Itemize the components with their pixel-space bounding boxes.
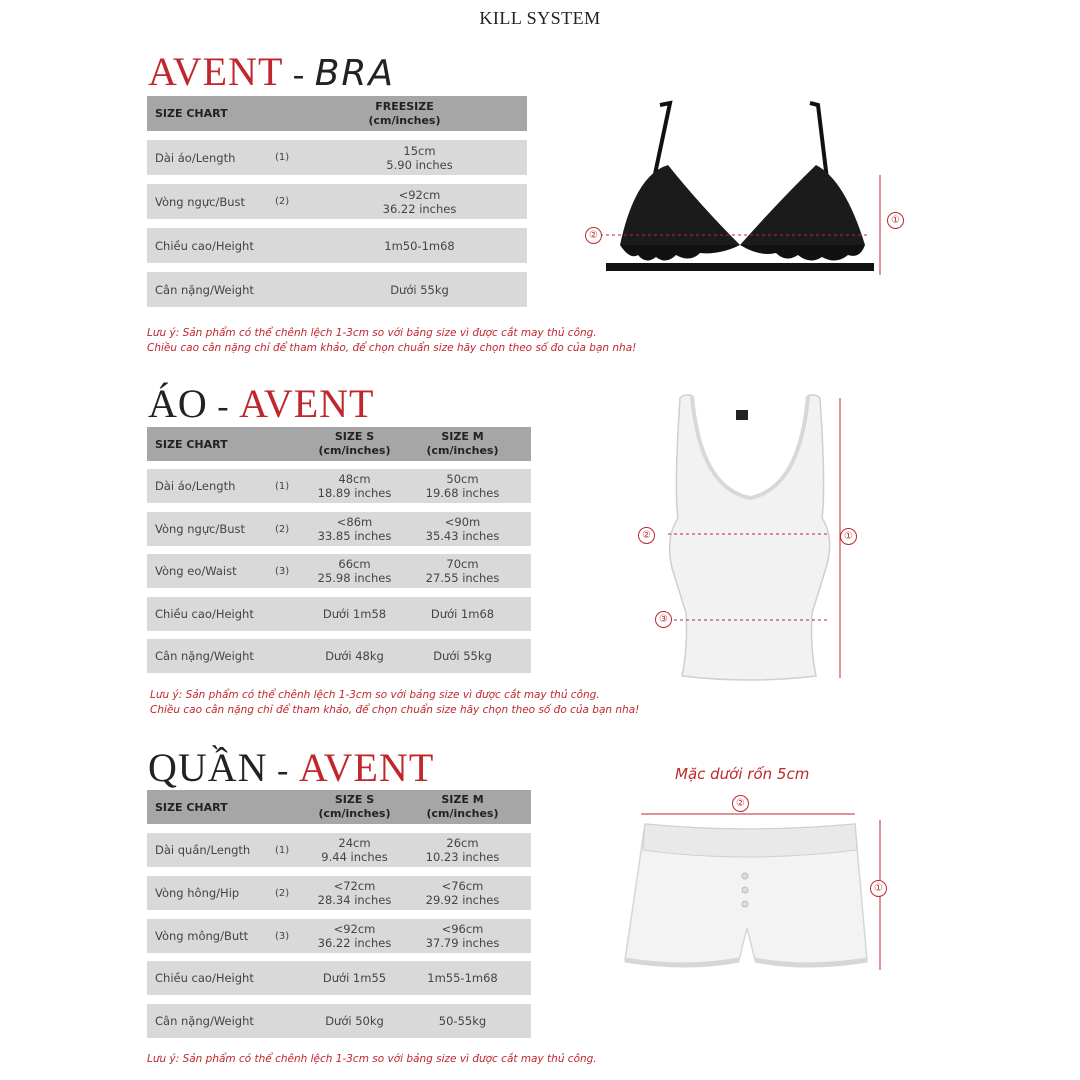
measure-marker-2: ② <box>638 527 655 544</box>
row-number: (1) <box>275 844 290 856</box>
row-value: 1m50-1m68 <box>384 238 455 253</box>
table-row <box>147 140 527 175</box>
row-value-s: Dưới 50kg <box>325 1014 384 1028</box>
row-value-m: 26cm 10.23 inches <box>425 836 500 864</box>
row-label: Chiều cao/Height <box>155 238 254 253</box>
table-row <box>147 961 531 995</box>
ao-title-sep: - <box>207 388 240 425</box>
row-label: Cân nặng/Weight <box>155 282 254 297</box>
row-value: 15cm 5.90 inches <box>386 143 453 172</box>
table-row <box>147 833 531 867</box>
table-row <box>147 272 527 307</box>
row-value-s: <86m 33.85 inches <box>317 515 392 543</box>
quan-title-sep: - <box>267 752 299 789</box>
table-row <box>147 639 531 673</box>
row-number: (1) <box>275 152 290 163</box>
tank-top-product-image <box>640 388 860 688</box>
row-value-s: 48cm 18.89 inches <box>317 472 392 500</box>
table-row <box>147 1004 531 1038</box>
row-value-m: 50cm 19.68 inches <box>425 472 500 500</box>
row-number: (2) <box>275 196 290 207</box>
row-value-m: Dưới 1m68 <box>430 607 495 621</box>
row-number: (2) <box>275 887 290 899</box>
table-row <box>147 184 527 219</box>
row-value: Dưới 55kg <box>390 282 449 297</box>
row-label: Cân nặng/Weight <box>155 1014 254 1028</box>
row-number: (2) <box>275 523 290 535</box>
bra-title-red: AVENT <box>148 49 284 94</box>
ao-title-red: AVENT <box>239 381 375 426</box>
row-value-s: Dưới 48kg <box>325 649 384 663</box>
row-label: Chiều cao/Height <box>155 607 254 621</box>
row-label: Dài áo/Length <box>155 150 236 165</box>
measure-marker-1: ① <box>840 528 857 545</box>
bra-note: Lưu ý: Sản phẩm có thể chênh lệch 1-3cm so với bảng size vì được cắt may thủ công. Chiều cao cân nặng chỉ để tham khảo, để chọn chuẩn size hãy chọn theo số đo của bạn nha! <box>147 327 637 354</box>
row-label: Vòng ngực/Bust <box>155 522 246 536</box>
row-value-m: <76cm 29.92 inches <box>425 879 500 907</box>
row-number: (3) <box>275 565 290 577</box>
row-value-s: <72cm 28.34 inches <box>317 879 392 907</box>
ao-header-size-s: SIZE S (cm/inches) <box>318 430 391 457</box>
quan-header-size-m: SIZE M (cm/inches) <box>426 793 499 820</box>
shorts-product-image <box>605 810 895 990</box>
row-label: Dài quần/Length <box>155 843 251 857</box>
quan-note: Lưu ý: Sản phẩm có thể chênh lệch 1-3cm so với bảng size vì được cắt may thủ công. <box>147 1053 597 1065</box>
row-value-m: <90m 35.43 inches <box>425 515 500 543</box>
table-row <box>147 554 531 588</box>
measure-marker-3: ③ <box>655 611 672 628</box>
row-label: Vòng mông/Butt <box>155 929 249 943</box>
row-number: (1) <box>275 480 290 492</box>
bra-title-rest: BRA <box>314 53 396 94</box>
measure-marker-1: ① <box>870 880 887 897</box>
bra-header-freesize: FREESIZE (cm/inches) <box>368 99 441 127</box>
row-value-m: 50-55kg <box>438 1014 487 1028</box>
table-row <box>147 469 531 503</box>
ao-section-title <box>148 381 375 426</box>
bra-title-sep: - <box>283 56 315 93</box>
row-value-s: 24cm 9.44 inches <box>321 836 388 864</box>
row-value-s: Dưới 1m55 <box>322 971 387 985</box>
table-row <box>147 919 531 953</box>
bra-section-title <box>148 49 396 94</box>
quan-title-black: QUẦN <box>148 745 268 790</box>
row-label: Dài áo/Length <box>155 479 236 493</box>
row-label: Cân nặng/Weight <box>155 649 254 663</box>
row-value-s: <92cm 36.22 inches <box>317 922 392 950</box>
ao-header-label: SIZE CHART <box>155 437 228 451</box>
quan-title-red: AVENT <box>298 745 435 790</box>
ao-header-size-m: SIZE M (cm/inches) <box>426 430 499 457</box>
row-label: Vòng ngực/Bust <box>155 194 246 209</box>
row-value-s: 66cm 25.98 inches <box>317 557 392 585</box>
row-value-m: <96cm 37.79 inches <box>425 922 500 950</box>
table-row <box>147 876 531 910</box>
bra-header-label: SIZE CHART <box>155 107 228 120</box>
row-label: Vòng hông/Hip <box>155 886 240 900</box>
table-row <box>147 597 531 631</box>
quan-table-header <box>147 790 531 824</box>
table-row <box>147 512 531 546</box>
quan-section-title <box>148 745 435 790</box>
row-label: Chiều cao/Height <box>155 971 254 985</box>
row-value-m: 1m55-1m68 <box>427 971 498 985</box>
measure-marker-1: ① <box>887 212 904 229</box>
ao-note: Lưu ý: Sản phẩm có thể chênh lệch 1-3cm so với bảng size vì được cắt may thủ công. Chiều cao cân nặng chỉ để tham khảo, để chọn chuẩn size hãy chọn theo số đo của bạn nha! <box>150 689 640 716</box>
bra-product-image <box>580 95 920 285</box>
bra-table-header <box>147 96 527 131</box>
table-row <box>147 228 527 263</box>
row-label: Vòng eo/Waist <box>155 564 237 578</box>
ao-table-header <box>147 427 531 461</box>
brand-logo: KILL SYSTEM <box>479 8 601 28</box>
quan-header-label: SIZE CHART <box>155 800 228 814</box>
row-value-m: 70cm 27.55 inches <box>425 557 500 585</box>
measure-marker-2: ② <box>585 227 602 244</box>
measure-marker-2: ② <box>732 795 749 812</box>
quan-header-size-s: SIZE S (cm/inches) <box>318 793 391 820</box>
row-value-m: Dưới 55kg <box>433 649 492 663</box>
ao-title-black: ÁO <box>148 381 208 426</box>
wear-position-note: Mặc dưới rốn 5cm <box>675 765 810 783</box>
row-number: (3) <box>275 930 290 942</box>
row-value-s: Dưới 1m58 <box>322 607 387 621</box>
row-value: <92cm 36.22 inches <box>382 187 457 216</box>
